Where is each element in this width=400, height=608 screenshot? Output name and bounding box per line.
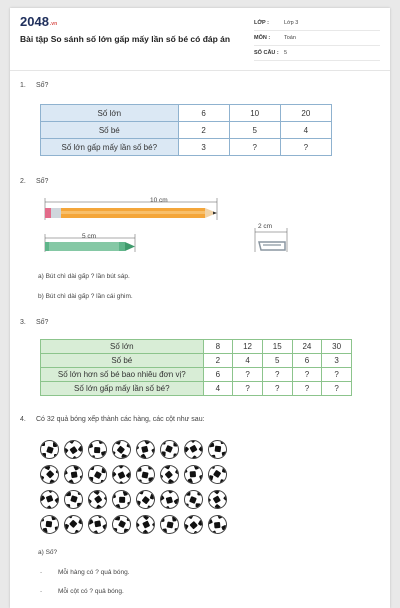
meta-count: SỐ CÂU : 5 <box>254 46 380 61</box>
soccer-ball-icon <box>109 437 134 462</box>
q3-table <box>40 339 352 396</box>
q2-part-b: b) Bút chì dài gấp ? lần cái ghim. <box>38 293 133 300</box>
soccer-ball-icon <box>132 511 159 538</box>
soccer-ball-icon <box>132 436 158 462</box>
soccer-ball-icon <box>37 462 62 487</box>
soccer-ball-icon <box>84 486 111 513</box>
soccer-ball-icon <box>86 438 110 462</box>
soccer-ball-icon <box>181 512 207 538</box>
soccer-ball-icon <box>156 461 182 487</box>
soccer-ball-icon <box>205 512 230 537</box>
table-row: Số bé 2 4 5 6 3 <box>41 354 352 368</box>
q1-table <box>40 104 332 156</box>
soccer-ball-icon <box>85 512 111 538</box>
q2-part-a: a) Bút chì dài gấp ? lần bút sáp. <box>38 273 130 280</box>
soccer-ball-icon <box>86 463 108 485</box>
soccer-ball-icon <box>156 486 182 512</box>
table-row: Số lớn hơn số bé bao nhiêu đơn vị? 6 ? ? ? ? <box>41 368 352 382</box>
table-row: Số bé 2 5 4 <box>41 122 332 139</box>
soccer-ball-icon <box>61 512 86 537</box>
meta-class: LỚP : Lớp 3 <box>254 16 380 31</box>
soccer-ball-icon <box>181 462 206 487</box>
worksheet-page <box>10 8 390 608</box>
meta-subject: MÔN : Toán <box>254 31 380 46</box>
table-row: Số lớn 8 12 15 24 30 <box>41 340 352 354</box>
crayon-length-label: 5 cm <box>82 233 97 240</box>
soccer-ball-icon <box>38 513 61 536</box>
pencil-image <box>45 198 217 220</box>
soccer-ball-icon <box>40 440 59 459</box>
soccer-ball-icon <box>60 436 87 463</box>
soccer-ball-icon <box>159 439 180 460</box>
question-4: 4. Có 32 quả bóng xếp thành các hàng, các cột như sau: <box>20 416 205 423</box>
soccer-ball-icon <box>206 463 229 486</box>
q4-item-2: Mỗi cột có ? quả bóng. <box>58 588 124 595</box>
soccer-ball-icon <box>64 490 83 509</box>
page-title: Bài tập So sánh số lớn gấp mấy lần số bé có đáp án <box>20 34 231 44</box>
soccer-ball-icon <box>135 464 156 485</box>
soccer-ball-icon <box>108 461 135 488</box>
bullet: - <box>40 588 43 595</box>
meta-info <box>254 16 380 61</box>
q4-item-1: Mỗi hàng có ? quả bóng. <box>58 569 130 576</box>
soccer-ball-icon <box>111 514 133 536</box>
bullet: - <box>40 569 43 576</box>
soccer-ball-icon <box>133 487 157 511</box>
soccer-ball-icon <box>159 514 180 535</box>
site-logo[interactable]: 2048.vn <box>20 14 58 29</box>
soccer-ball-icon <box>204 486 231 513</box>
paperclip-image <box>255 228 287 252</box>
page-header <box>10 8 390 71</box>
q4-part-a: a) Số? <box>38 549 58 556</box>
soccer-ball-icon <box>61 462 87 488</box>
measurement-illustration <box>35 192 335 262</box>
soccer-ball-icon <box>180 436 207 463</box>
question-3: 3. Số? <box>20 319 49 326</box>
table-row: Số lớn gấp mấy lần số bé? 4 ? ? ? ? <box>41 382 352 396</box>
soccer-ball-icon <box>183 489 203 509</box>
clip-length-label: 2 cm <box>258 223 273 230</box>
question-2: 2. Số? <box>20 178 49 185</box>
soccer-ball-icon <box>110 488 134 512</box>
table-row: Số lớn 6 10 20 <box>41 105 332 122</box>
ball-grid <box>40 440 236 540</box>
soccer-ball-icon <box>36 486 63 513</box>
pencil-length-label: 10 cm <box>150 197 168 204</box>
table-row: Số lớn gấp mấy lần số bé? 3 ? ? <box>41 139 332 156</box>
soccer-ball-icon <box>206 438 228 460</box>
question-1: 1. Số? <box>20 82 49 89</box>
